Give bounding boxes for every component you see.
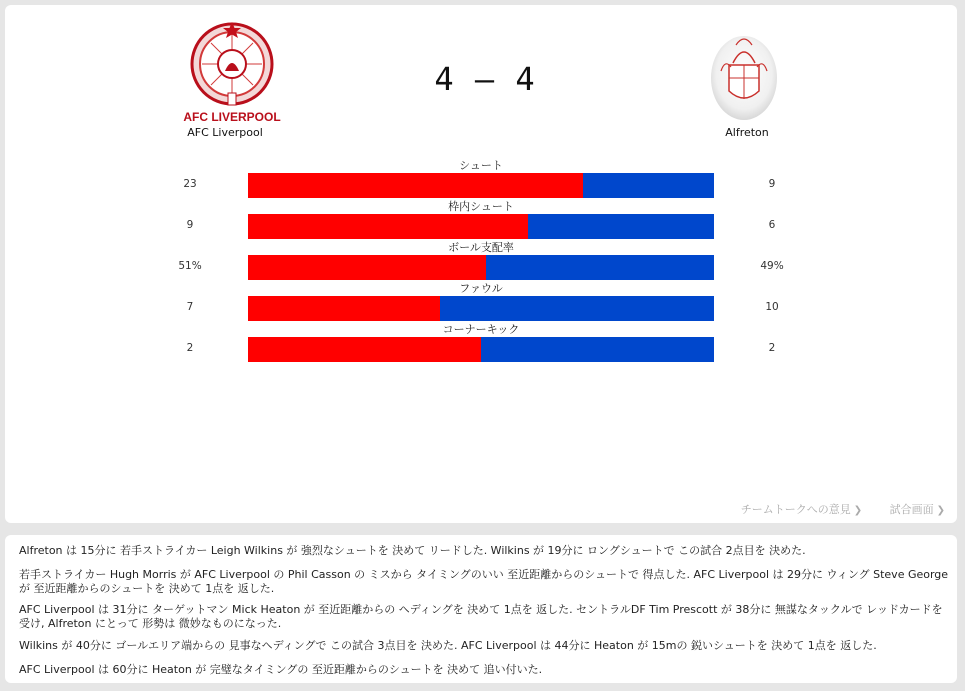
commentary-paragraph: Wilkins が 40分に ゴールエリア端からの 見事なヘディングで この試合 3点目を 決めた. AFC Liverpool は 44分に Heaton が 15mの 鋭いシュートを 決めて 1点を 返した. xyxy=(19,639,877,652)
stat-home-value: 9 xyxy=(186,219,194,231)
team-talk-link[interactable] xyxy=(729,503,862,516)
stat-home-value: 23 xyxy=(183,178,197,190)
stat-label: 枠内シュート xyxy=(448,200,514,213)
stat-label: ボール支配率 xyxy=(448,241,514,254)
stat-away-value: 6 xyxy=(768,219,776,231)
away-team-name: Alfreton xyxy=(725,126,769,139)
stat-label: シュート xyxy=(459,159,503,172)
stat-away-value: 2 xyxy=(768,342,776,354)
match-summary-panel xyxy=(5,5,957,523)
home-team-name: AFC Liverpool xyxy=(187,126,263,139)
stat-row-corners xyxy=(5,323,957,374)
chevron-right-icon: ❯ xyxy=(936,505,945,516)
match-screen-label: 試合画面 xyxy=(889,503,934,516)
stat-bar xyxy=(248,255,714,280)
stat-label: ファウル xyxy=(459,282,503,295)
stat-bar xyxy=(248,337,714,362)
badge-wordmark: AFC LIVERPOOL xyxy=(183,110,281,124)
stat-bar-home-fill xyxy=(248,173,583,198)
match-score: 4 – 4 xyxy=(434,60,536,98)
stat-bar xyxy=(248,173,714,198)
stat-label: コーナーキック xyxy=(442,323,520,336)
stat-home-value: 2 xyxy=(186,342,194,354)
stat-away-value: 10 xyxy=(765,301,779,313)
match-screen-link[interactable] xyxy=(878,503,945,516)
commentary-panel xyxy=(5,535,957,683)
stat-home-value: 7 xyxy=(186,301,194,313)
afc-liverpool-badge xyxy=(177,19,287,127)
stat-bar-home-fill xyxy=(248,255,486,280)
stat-bar-home-fill xyxy=(248,214,528,239)
stat-home-value: 51% xyxy=(178,260,202,272)
stat-bar-home-fill xyxy=(248,296,440,321)
alfreton-badge xyxy=(709,23,779,123)
commentary-paragraph: Alfreton は 15分に 若手ストライカー Leigh Wilkins が 強烈なシュートを 決めて リードした. Wilkins が 19分に ロングシュートで この試合 2点目を 決めた. xyxy=(19,544,806,557)
stat-away-value: 9 xyxy=(768,178,776,190)
footer-links xyxy=(717,501,945,517)
commentary-paragraph: AFC Liverpool は 60分に Heaton が 完璧なタイミングの 至近距離からのシュートを 決めて 追い付いた. xyxy=(19,663,543,676)
commentary-paragraph: 若手ストライカー Hugh Morris が AFC Liverpool の Phil Casson の ミスから タイミングのいい 至近距離からのシュートで 得点した. AFC Liverpool は 29分に ウィング Steve George が 至近距離からのシュートを 決めて 1点を 返した. xyxy=(19,568,949,595)
stat-away-value: 49% xyxy=(760,260,784,272)
stat-bar-home-fill xyxy=(248,337,481,362)
stat-bar xyxy=(248,296,714,321)
team-talk-label: チームトークへの意見 xyxy=(740,503,851,516)
chevron-right-icon: ❯ xyxy=(853,505,863,516)
commentary-paragraph: AFC Liverpool は 31分に ターゲットマン Mick Heaton が 至近距離からの ヘディングを 決めて 1点を 返した. セントラルDF Tim Prescott が 38分に 無謀なタックルで レッドカードを 受け, Alfreton にとって 形勢は 微妙なものになった. xyxy=(19,603,943,630)
stat-bar xyxy=(248,214,714,239)
